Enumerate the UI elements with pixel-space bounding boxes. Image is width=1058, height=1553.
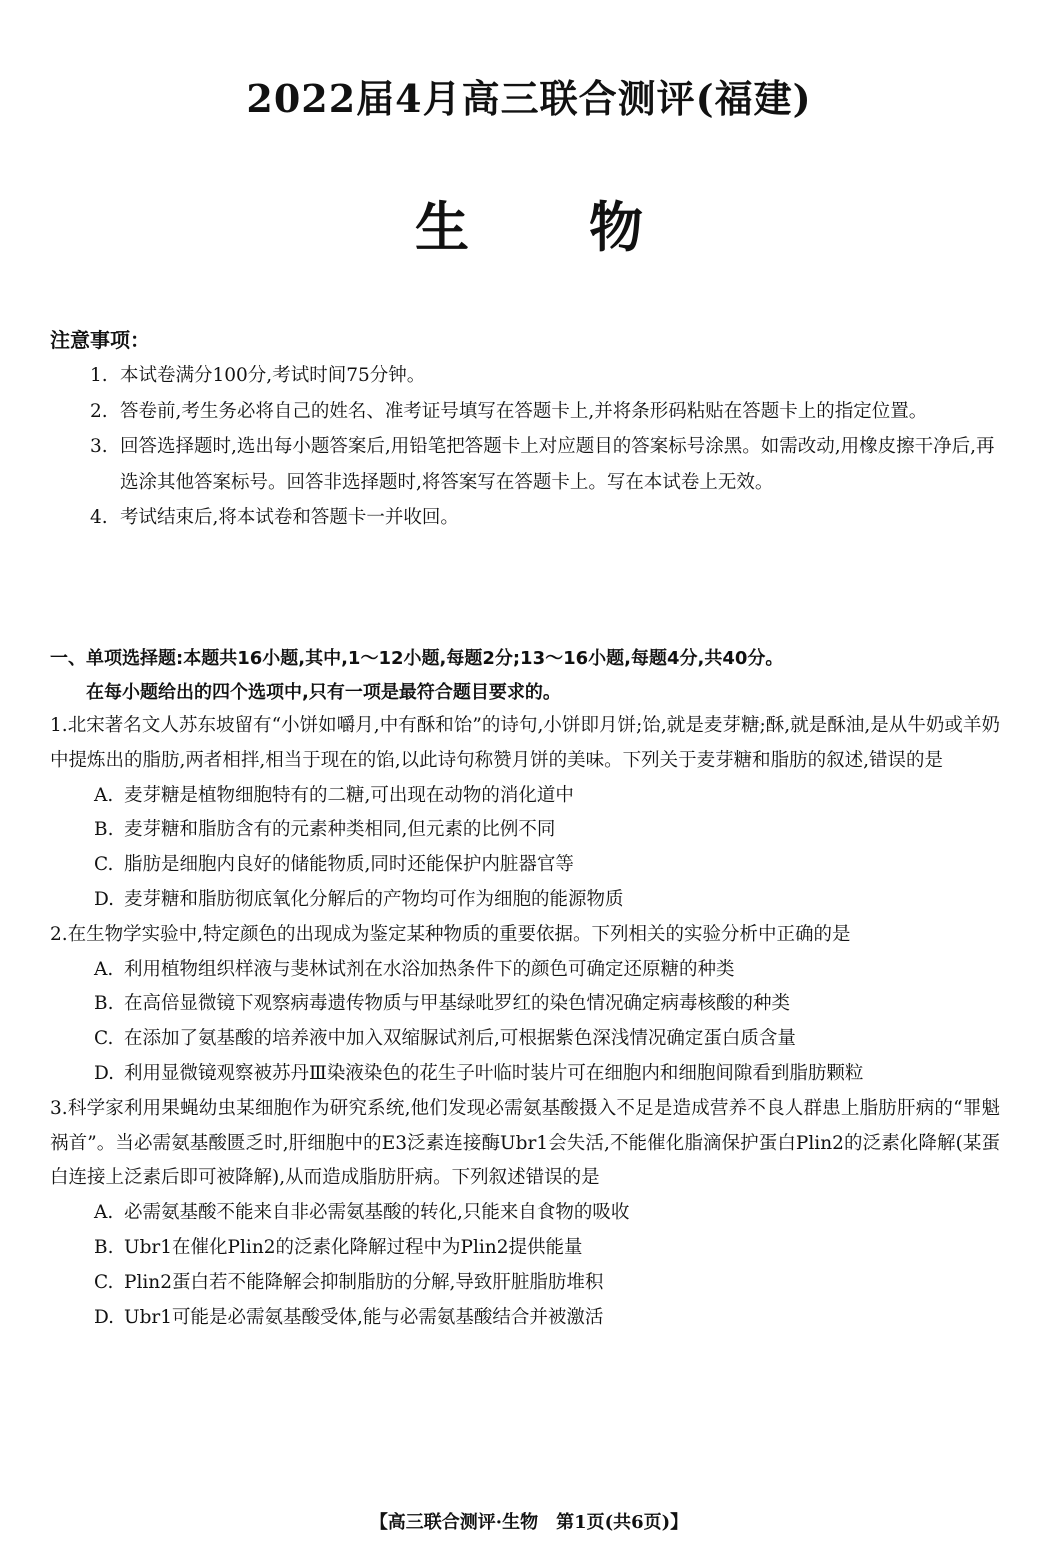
option-letter: D. <box>94 1306 115 1328</box>
option-c <box>50 848 1000 883</box>
option-letter: C. <box>94 854 114 876</box>
page-footer: 【高三联合测评·生物 第1页(共6页)】 <box>369 1512 689 1533</box>
option-d <box>50 1057 1000 1092</box>
option-b <box>50 1231 1000 1266</box>
question-number: 3. <box>50 1097 68 1119</box>
option-text: 利用显微镜观察被苏丹Ⅲ染液染色的花生子叶临时装片可在细胞内和细胞间隙看到脂肪颗粒 <box>124 1062 864 1084</box>
question-1 <box>50 709 1000 918</box>
option-b <box>50 813 1000 848</box>
question-text: 科学家利用果蝇幼虫某细胞作为研究系统,他们发现必需氨基酸摄入不足是造成营养不良人群患上脂肪肝病的“罪魁祸首”。当必需氨基酸匮乏时,肝细胞中的E3泛素连接酶Ubr1会失活,不能催化脂滴保护蛋白Plin2的泛素化降解(某蛋白连接上泛素后即可被降解),从而造成脂肪肝病。下列叙述错误的是 <box>50 1097 1000 1189</box>
option-text: 必需氨基酸不能来自非必需氨基酸的转化,只能来自食物的吸收 <box>124 1202 630 1224</box>
section-heading-line1: 一、单项选择题:本题共16小题,其中,1～12小题,每题2分;13～16小题,每题4分,共40分。 <box>50 648 784 669</box>
option-text: Ubr1可能是必需氨基酸受体,能与必需氨基酸结合并被激活 <box>124 1306 604 1328</box>
note-number: 3. <box>90 436 108 457</box>
option-letter: B. <box>94 1236 114 1258</box>
question-text: 北宋著名文人苏东坡留有“小饼如嚼月,中有酥和饴”的诗句,小饼即月饼;饴,就是麦芽糖;酥,就是酥油,是从牛奶或羊奶中提炼出的脂肪,两者相拌,相当于现在的馅,以此诗句称赞月饼的美味。下列关于麦芽糖和脂肪的叙述,错误的是 <box>50 715 1000 771</box>
option-text: 麦芽糖是植物细胞特有的二糖,可出现在动物的消化道中 <box>124 784 574 806</box>
note-number: 4. <box>90 507 108 528</box>
option-d <box>50 1301 1000 1336</box>
option-text: 利用植物组织样液与斐林试剂在水浴加热条件下的颜色可确定还原糖的种类 <box>124 958 735 980</box>
question-stem <box>50 1092 1000 1196</box>
option-text: 在添加了氨基酸的培养液中加入双缩脲试剂后,可根据紫色深浅情况确定蛋白质含量 <box>124 1028 796 1050</box>
option-letter: A. <box>94 958 114 980</box>
option-text: 麦芽糖和脂肪含有的元素种类相同,但元素的比例不同 <box>124 819 556 841</box>
note-text: 答卷前,考生务必将自己的姓名、准考证号填写在答题卡上,并将条形码粘贴在答题卡上的指定位置。 <box>120 400 928 422</box>
note-number: 1. <box>90 365 108 386</box>
option-c <box>50 1266 1000 1301</box>
option-text: 在高倍显微镜下观察病毒遗传物质与甲基绿吡罗红的染色情况确定病毒核酸的种类 <box>124 993 791 1015</box>
note-number: 2. <box>90 400 108 422</box>
question-list <box>50 709 1000 1335</box>
exam-title: 2022届4月高三联合测评(福建) <box>246 76 812 121</box>
option-d <box>50 883 1000 918</box>
option-letter: D. <box>94 1062 115 1084</box>
notes-heading: 注意事项： <box>50 328 150 352</box>
option-c <box>50 1022 1000 1057</box>
question-text: 在生物学实验中,特定颜色的出现成为鉴定某种物质的重要依据。下列相关的实验分析中正确的是 <box>67 923 851 945</box>
notes-list <box>90 358 1010 536</box>
section-heading <box>50 642 1010 710</box>
option-letter: C. <box>94 1028 114 1050</box>
note-item <box>90 500 1010 536</box>
option-text: Ubr1在催化Plin2的泛素化降解过程中为Plin2提供能量 <box>124 1236 583 1258</box>
option-text: 脂肪是细胞内良好的储能物质,同时还能保护内脏器官等 <box>124 854 574 876</box>
question-number: 2. <box>50 923 68 945</box>
option-letter: B. <box>94 819 114 841</box>
option-a <box>50 1196 1000 1231</box>
option-letter: A. <box>94 784 114 806</box>
option-letter: B. <box>94 993 114 1015</box>
option-letter: C. <box>94 1271 114 1293</box>
question-2 <box>50 918 1000 1092</box>
note-item <box>90 358 1010 394</box>
note-item <box>90 394 1010 430</box>
option-text: 麦芽糖和脂肪彻底氧化分解后的产物均可作为细胞的能源物质 <box>124 888 624 910</box>
option-text: Plin2蛋白若不能降解会抑制脂肪的分解,导致肝脏脂肪堆积 <box>124 1271 604 1293</box>
note-text: 本试卷满分100分,考试时间75分钟。 <box>120 365 426 386</box>
note-item <box>90 429 1010 500</box>
option-letter: A. <box>94 1202 114 1224</box>
question-stem <box>50 918 1000 953</box>
subject-title: 生物 <box>415 195 763 259</box>
note-text: 回答选择题时,选出每小题答案后,用铅笔把答题卡上对应题目的答案标号涂黑。如需改动,用橡皮擦干净后,再选涂其他答案标号。回答非选择题时,将答案写在答题卡上。写在本试卷上无效。 <box>120 436 995 493</box>
section-heading-line2: 在每小题给出的四个选项中,只有一项是最符合题目要求的。 <box>86 682 561 703</box>
note-text: 考试结束后,将本试卷和答题卡一并收回。 <box>120 507 459 528</box>
question-stem <box>50 709 1000 779</box>
option-a <box>50 953 1000 988</box>
option-a <box>50 779 1000 814</box>
question-number: 1. <box>50 715 68 736</box>
question-3 <box>50 1092 1000 1336</box>
option-letter: D. <box>94 888 115 910</box>
option-b <box>50 987 1000 1022</box>
